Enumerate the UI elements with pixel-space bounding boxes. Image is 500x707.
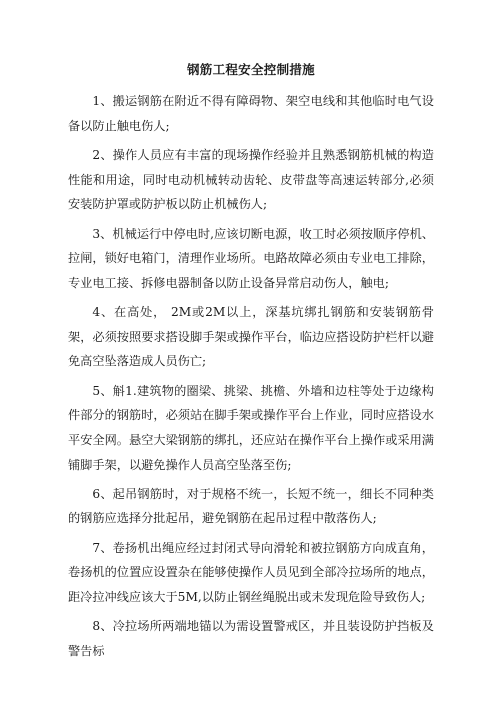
paragraph-7: 7、卷扬机出绳应经过封闭式导向滑轮和被拉钢筋方向成直角，卷扬机的位置应设置杂在能够使操作人员见到全部冷拉场所的地点，距冷拉冲线应该大于5M,以防止钢丝绳脱出或未发现危险导致伤人;: [68, 540, 434, 605]
paragraph-2: 2、操作人员应有丰富的现场操作经验并且熟悉钢筋机械的构造性能和用途，同时电动机械转动齿轮、皮带盘等高速运转部分,必须安装防护罩或防护板以防止机械伤人;: [68, 147, 434, 212]
paragraph-3: 3、机械运行中停电时,应该切断电源，收工时必须按顺序停机、拉闸，锁好电箱门，清理作业场所。电路故障必须由专业电工排除，专业电工接、拆修电器制备以防止设备异常启动伤人，触电;: [68, 226, 434, 290]
paragraph-1: 1、搬运钢筋在附近不得有障碍物、架空电线和其他临时电气设备以防止触电伤人;: [68, 94, 434, 133]
paragraph-6: 6、起吊钢筋时，对于规格不统一，长短不统一，细长不同种类的钢筋应选择分批起吊，避免钢筋在起吊过程中散落伤人;: [68, 486, 434, 526]
paragraph-5: 5、斛1.建筑物的圈梁、挑梁、挑檐、外墙和边柱等处于边缘构件部分的钢筋时，必须站在脚手架或操作平台上作业，同时应搭设水平安全网。悬空大梁钢筋的绑扎，还应站在操作平台上操作或采用满铺脚手架，以避免操作人员高空坠落至伤;: [68, 383, 434, 472]
paragraph-8: 8、冷拉场所两端地锚以为需设置警戒区，并且装设防护挡板及警告标: [68, 619, 434, 659]
paragraph-4: 4、在高处， 2M或2M以上，深基坑绑扎钢筋和安装钢筋骨架，必须按照要求搭设脚手架或操作平台，临边应搭设防护栏杆以避免高空坠落造成人员伤亡;: [68, 305, 434, 369]
document-title: 钢筋工程安全控制措施: [186, 62, 315, 77]
